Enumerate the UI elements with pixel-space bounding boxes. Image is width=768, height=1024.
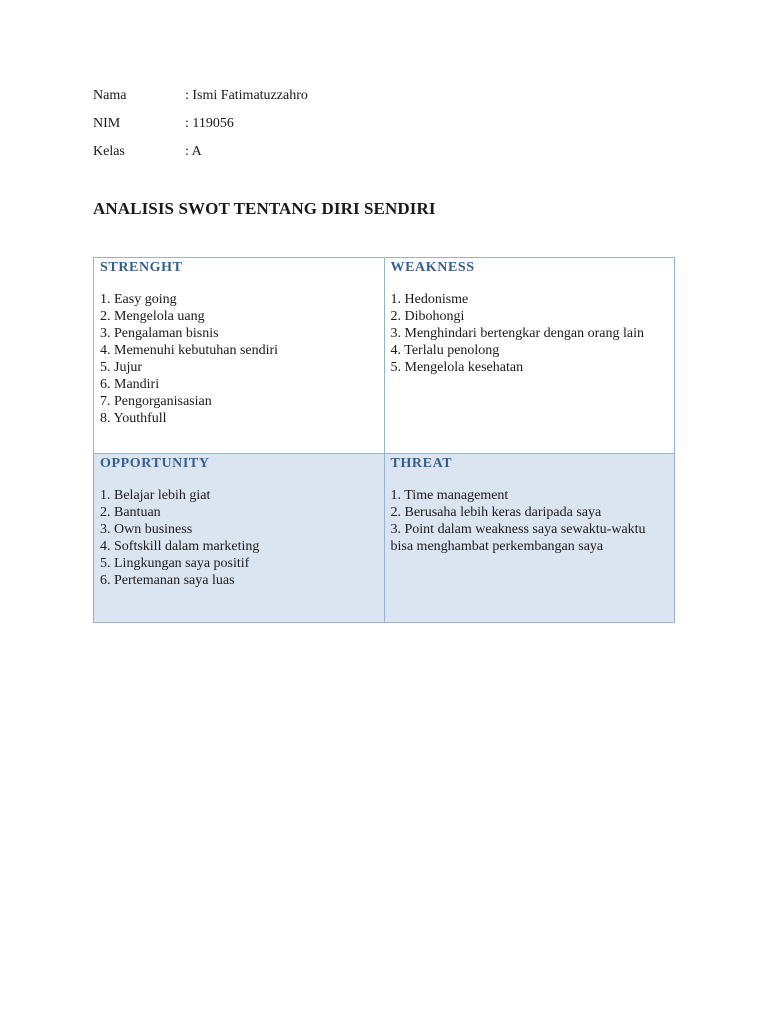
- list-item: 3. Own business: [100, 522, 193, 537]
- document-title: ANALISIS SWOT TENTANG DIRI SENDIRI: [93, 199, 436, 218]
- list-item: 6. Mandiri: [100, 377, 160, 392]
- info-label-nim: NIM: [93, 116, 121, 131]
- list-item: 4. Softskill dalam marketing: [100, 539, 260, 554]
- list-item: 3. Menghindari bertengkar dengan orang lain: [390, 326, 644, 341]
- opportunity-list: [100, 487, 378, 589]
- opportunity-cell: [94, 454, 385, 623]
- strength-cell: [94, 258, 385, 454]
- strength-heading: STRENGHT: [100, 260, 183, 275]
- threat-heading: THREAT: [390, 456, 453, 471]
- list-item: 1. Time management: [390, 488, 509, 503]
- list-item: 4. Memenuhi kebutuhan sendiri: [100, 343, 279, 358]
- list-item: 6. Pertemanan saya luas: [100, 573, 235, 588]
- list-item: 3. Point dalam weakness saya sewaktu-waktu bisa menghambat perkembangan saya: [390, 522, 646, 554]
- info-value-nim: : 119056: [185, 116, 234, 131]
- info-label-class: Kelas: [93, 144, 125, 159]
- list-item: 2. Dibohongi: [390, 309, 465, 324]
- list-item: 3. Pengalaman bisnis: [100, 326, 219, 341]
- weakness-cell: [384, 258, 675, 454]
- threat-cell: [384, 454, 675, 623]
- swot-row-bottom: [94, 454, 675, 623]
- info-value-class: : A: [185, 144, 202, 159]
- threat-list: [391, 487, 669, 555]
- strength-list: [100, 291, 378, 427]
- list-item: 5. Jujur: [100, 360, 142, 375]
- info-label-name: Nama: [93, 88, 127, 103]
- list-item: 4. Terlalu penolong: [390, 343, 500, 358]
- weakness-heading: WEAKNESS: [390, 260, 475, 275]
- info-value-name: : Ismi Fatimatuzzahro: [185, 88, 308, 103]
- list-item: 8. Youthfull: [100, 411, 167, 426]
- list-item: 1. Belajar lebih giat: [100, 488, 211, 503]
- list-item: 5. Mengelola kesehatan: [390, 360, 524, 375]
- list-item: 2. Mengelola uang: [100, 309, 205, 324]
- list-item: 5. Lingkungan saya positif: [100, 556, 250, 571]
- list-item: 2. Berusaha lebih keras daripada saya: [390, 505, 602, 520]
- list-item: 1. Hedonisme: [390, 292, 469, 307]
- swot-table: [93, 257, 675, 623]
- list-item: 1. Easy going: [100, 292, 177, 307]
- opportunity-heading: OPPORTUNITY: [100, 456, 210, 471]
- swot-row-top: [94, 258, 675, 454]
- list-item: 2. Bantuan: [100, 505, 161, 520]
- list-item: 7. Pengorganisasian: [100, 394, 212, 409]
- weakness-list: [391, 291, 669, 376]
